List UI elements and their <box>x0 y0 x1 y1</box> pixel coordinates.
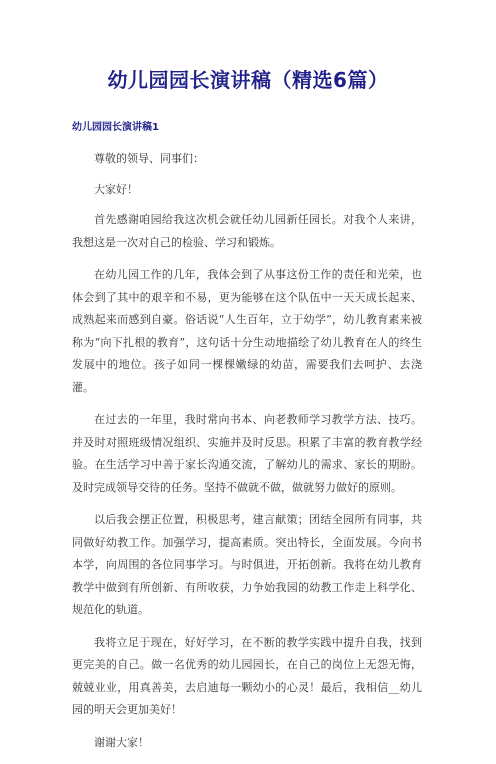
document-body <box>72 148 422 764</box>
document-title: 幼儿园园长演讲稿（精选6篇） <box>107 68 389 92</box>
paragraph: 在过去的一年里，我时常向书本、向老教师学习教学方法、技巧。并及时对照班级情况组织、实施并及时反思。积累了丰富的教育教学经验。在生活学习中善于家长沟通交流，了解幼儿的需求、家长的期盼。及时完成领导交待的任务。坚持不做就不做，做就努力做好的原则。 <box>72 413 422 494</box>
paragraph-closing: 谢谢大家！ <box>94 735 149 749</box>
section-heading: 幼儿园园长演讲稿1 <box>72 122 159 133</box>
paragraph: 首先感谢咱园给我这次机会就任幼儿园新任园长。对我个人来讲，我想这是一次对自己的检验、学习和锻炼。 <box>72 213 422 249</box>
paragraph-salutation: 尊敬的领导、同事们： <box>94 152 204 165</box>
paragraph: 以后我会摆正位置，积极思考，建言献策；团结全园所有同事，共同做好幼教工作。加强学习，提高素质。突出特长，全面发展。今向书本学，向周围的各位同事学习。与时俱进，开拓创新。我将在幼儿教育教学中做到有所创新、有所收获，力争始我园的幼教工作走上科学化、规范化的轨道。 <box>72 513 422 616</box>
paragraph-greeting: 大家好！ <box>94 182 138 196</box>
paragraph: 我将立足于现在，好好学习，在不断的教学实践中提升自我，找到更完美的自己。做一名优秀的幼儿园园长，在自己的岗位上无怨无悔，兢兢业业，用真善美，去启迪每一颗幼小的心灵！最后，我相信__幼儿园的明天会更加美好！ <box>72 635 422 716</box>
paragraph: 在幼儿园工作的几年，我体会到了从事这份工作的责任和光荣，也体会到了其中的艰辛和不易，更为能够在这个队伍中一天天成长起来、成熟起来而感到自豪。俗话说“人生百年，立于幼学”，幼儿教育素来被称为“向下扎根的教育”，这句话十分生动地描绘了幼儿教育在人的终生发展中的地位。孩子如同一棵棵嫩绿的幼苗，需要我们去呵护、去浇灌。 <box>72 268 422 394</box>
